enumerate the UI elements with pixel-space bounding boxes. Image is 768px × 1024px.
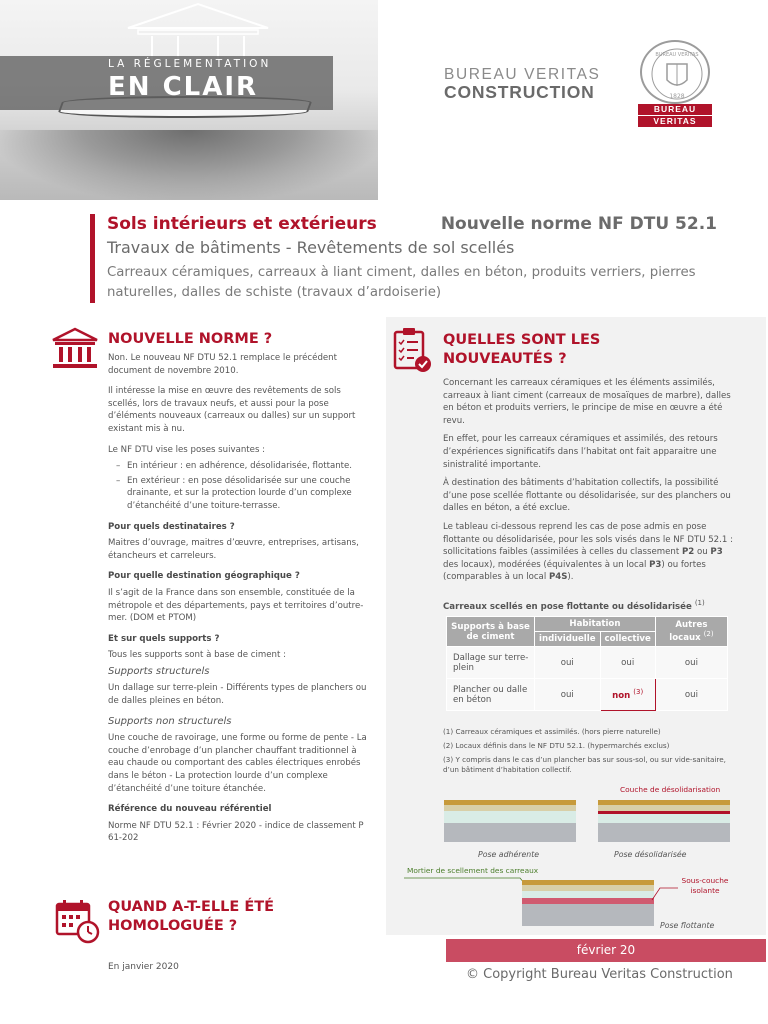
table-row (447, 679, 728, 711)
paragraph: Tous les supports sont à base de ciment : (108, 650, 286, 661)
italic-subheading: Supports non structurels (108, 715, 232, 727)
paragraph: Concernant les carreaux céramiques et les éléments assimilés, carreaux à liant ciment (carreaux de mosaïques de marbre), dalles en béton et produits verriers, le principe de mise en œuvre a été revu. (443, 378, 731, 426)
table-header: collective (600, 632, 655, 647)
banner-line2: EN CLAIR (108, 72, 259, 102)
paragraph: À destination des bâtiments d’habitation collectifs, la possibilité d’une pose scellée flottante ou désolidarisée, sur des planchers ou dalles en béton, a été exclue. (443, 478, 731, 514)
footnote: (3) Y compris dans le cas d’un plancher bas sur sous-sol, ou sur vide-sanitaire, d’un bâtiment d’habitation collectif. (443, 755, 726, 774)
header-text: Autres locaux (669, 620, 708, 643)
paragraph: Il s’agit de la France dans son ensemble, constituée de la métropole et des départements, pays et territoires d’outre-mer. (DOM et PTOM) (108, 587, 364, 624)
table-header: individuelle (535, 632, 601, 647)
paragraph: Le NF DTU vise les poses suivantes : (108, 444, 266, 455)
text-span: ) ou fortes (comparables à un local (443, 559, 706, 583)
table-cell: oui (535, 679, 601, 711)
section-title-line: QUELLES SONT LES (443, 332, 601, 348)
table-row (447, 647, 728, 679)
table-cell: oui (655, 647, 727, 679)
main-title (107, 214, 717, 234)
table-cell: oui (600, 647, 655, 679)
paragraph: Un dallage sur terre-plein - Différents types de planchers ou de dalles pleines en béton. (108, 683, 367, 707)
text-span: ). (567, 572, 574, 583)
calendar-clock-icon (54, 898, 100, 944)
text-span-bold: P3 (649, 559, 662, 570)
caption-pose-flottante: Pose flottante (660, 921, 715, 930)
paragraph: Norme NF DTU 52.1 : Février 2020 - indice de classement P 61-202 (108, 820, 364, 844)
table-notes (443, 727, 733, 779)
table-title (443, 599, 705, 612)
paragraph: Maitres d’ouvrage, maitres d’œuvre, entreprises, artisans, étancheurs et carreleurs. (108, 538, 359, 561)
subheading: Et sur quels supports ? (108, 633, 220, 644)
banner-line1: LA RÉGLEMENTATION (108, 58, 272, 70)
paragraph: Il intéresse la mise en œuvre des revêtements de sols scellés, lors de travaux neufs, et aussi pour la pose d’éléments nouveaux (carreaux ou dalles) sur un support existant mis à nu. (108, 386, 356, 434)
description: Carreaux céramiques, carreaux à liant ciment, dalles en béton, produits verriers, pierres naturelles, dalles de schiste (travaux d’ardoiserie) (107, 265, 696, 300)
logo-ribbon-1: BUREAU (638, 104, 712, 115)
list-item: – En intérieur : en adhérence, désolidarisée, flottante. (116, 460, 374, 473)
footer-date-bar: février 20 (446, 939, 766, 962)
label-sous-couche: Sous-couche isolante (681, 876, 729, 895)
caption-pose-desolidarisee: Pose désolidarisée (614, 850, 687, 859)
footnote: (2) Locaux définis dans le NF DTU 52.1. (hypermarchés exclus) (443, 741, 670, 750)
pose-table (446, 616, 728, 711)
copyright: © Copyright Bureau Veritas Construction (466, 967, 733, 982)
section-nouveautes-title (443, 331, 600, 369)
table-cell: Dallage sur terre-plein (447, 647, 535, 679)
text-span: ou (694, 547, 711, 558)
diagram-pose-adherente (444, 800, 576, 844)
text-span-bold: P4S (548, 572, 568, 583)
italic-subheading: Supports structurels (108, 665, 210, 677)
section-homologuee-title (108, 898, 274, 936)
logo-ribbon-2: VERITAS (638, 116, 712, 127)
checklist-icon (392, 326, 434, 374)
table-cell-highlight (600, 679, 655, 711)
poses-list (116, 460, 374, 512)
brand-name (444, 66, 600, 103)
logo-seal (640, 40, 710, 104)
label-mortier: Mortier de scellement des carreaux (407, 866, 539, 875)
section-nouvelle-norme-title: NOUVELLE NORME ? (108, 331, 273, 347)
cell-text: non (612, 690, 631, 701)
section-title-line: NOUVEAUTÉS ? (443, 351, 567, 367)
list-item: – En extérieur : en pose désolidarisée sur une couche drainante, et sur la protection lourde d’un complexe d’étanchéité d’une toiture-terrasse. (116, 475, 374, 513)
label-couche-desolidarisation: Couche de désolidarisation (620, 785, 721, 794)
table-cell: oui (535, 647, 601, 679)
homologation-date: En janvier 2020 (108, 962, 179, 972)
title-red: Sols intérieurs et extérieurs (107, 214, 377, 234)
table-title-text: Carreaux scellés en pose flottante ou désolidarisée (443, 601, 692, 612)
subheading: Référence du nouveau référentiel (108, 804, 272, 815)
table-header: Supports à base de ciment (447, 617, 535, 647)
logo-year: 1828 (669, 93, 685, 100)
table-cell: Plancher ou dalle en béton (447, 679, 535, 711)
paragraph: En effet, pour les carreaux céramiques et assimilés, des retours d’expériences significatifs dans l’habitat ont fait apparaitre une sinistralité importante. (443, 434, 718, 470)
footnote: (1) Carreaux céramiques et assimilés. (hors pierre naturelle) (443, 727, 661, 736)
bureau-veritas-logo (638, 40, 714, 130)
paragraph (443, 521, 733, 584)
text-span: des locaux), modérées (équivalentes à un local (443, 559, 650, 570)
title-block (90, 214, 730, 303)
table-header (655, 617, 727, 647)
text-span: Le tableau ci-dessous reprend les cas de pose admis en pose flottante ou désolidarisée, pour les sols visés dans le NF DTU 52.1 : sollicitations faibles (assimilées à celles du classement (443, 521, 733, 558)
section-title-line: QUAND A-T-ELLE ÉTÉ (108, 899, 275, 915)
institution-icon (50, 326, 100, 370)
title-grey: Nouvelle norme NF DTU 52.1 (440, 214, 717, 234)
paragraph: Non. Le nouveau NF DTU 52.1 remplace le précédent document de novembre 2010. (108, 353, 337, 376)
table-cell: oui (655, 679, 727, 711)
subtitle: Travaux de bâtiments - Revêtements de sol scellés (107, 238, 515, 257)
brand-line2: CONSTRUCTION (444, 82, 595, 102)
text-span-bold: P2 (681, 547, 695, 558)
brand-line1: BUREAU VERITAS (444, 66, 601, 83)
table-header: Habitation (535, 617, 656, 632)
temple-icon (118, 0, 278, 60)
subheading: Pour quelle destination géographique ? (108, 571, 300, 582)
subheading: Pour quels destinataires ? (108, 521, 235, 532)
caption-pose-adherente: Pose adhérente (478, 850, 540, 859)
table-title-note: (1) (694, 599, 705, 607)
cell-note: (3) (633, 688, 644, 697)
diagram-pose-flottante (522, 880, 654, 928)
section-title-line: HOMOLOGUÉE ? (108, 918, 238, 934)
text-span-bold: P3 (710, 547, 723, 558)
header-note: (2) (703, 630, 714, 639)
hands-shadow (0, 130, 378, 200)
seal-emblem-icon (642, 42, 712, 106)
header-banner-image (0, 0, 378, 200)
logo-seal-text: BUREAU VERITAS (655, 52, 699, 58)
paragraph: Une couche de ravoirage, une forme ou forme de pente - La couche d’enrobage d’un plancher chauffant traditionnel à eau chaude ou comportant des cables électriques enrobés dans le béton - La protection lourde d’un complexe d’étanchéité d’une toiture étanchée. (108, 733, 367, 794)
right-column-text (443, 377, 733, 590)
souscouche-leader-line (650, 884, 680, 904)
diagram-pose-desolidarisee (598, 800, 730, 844)
left-column (108, 352, 374, 853)
